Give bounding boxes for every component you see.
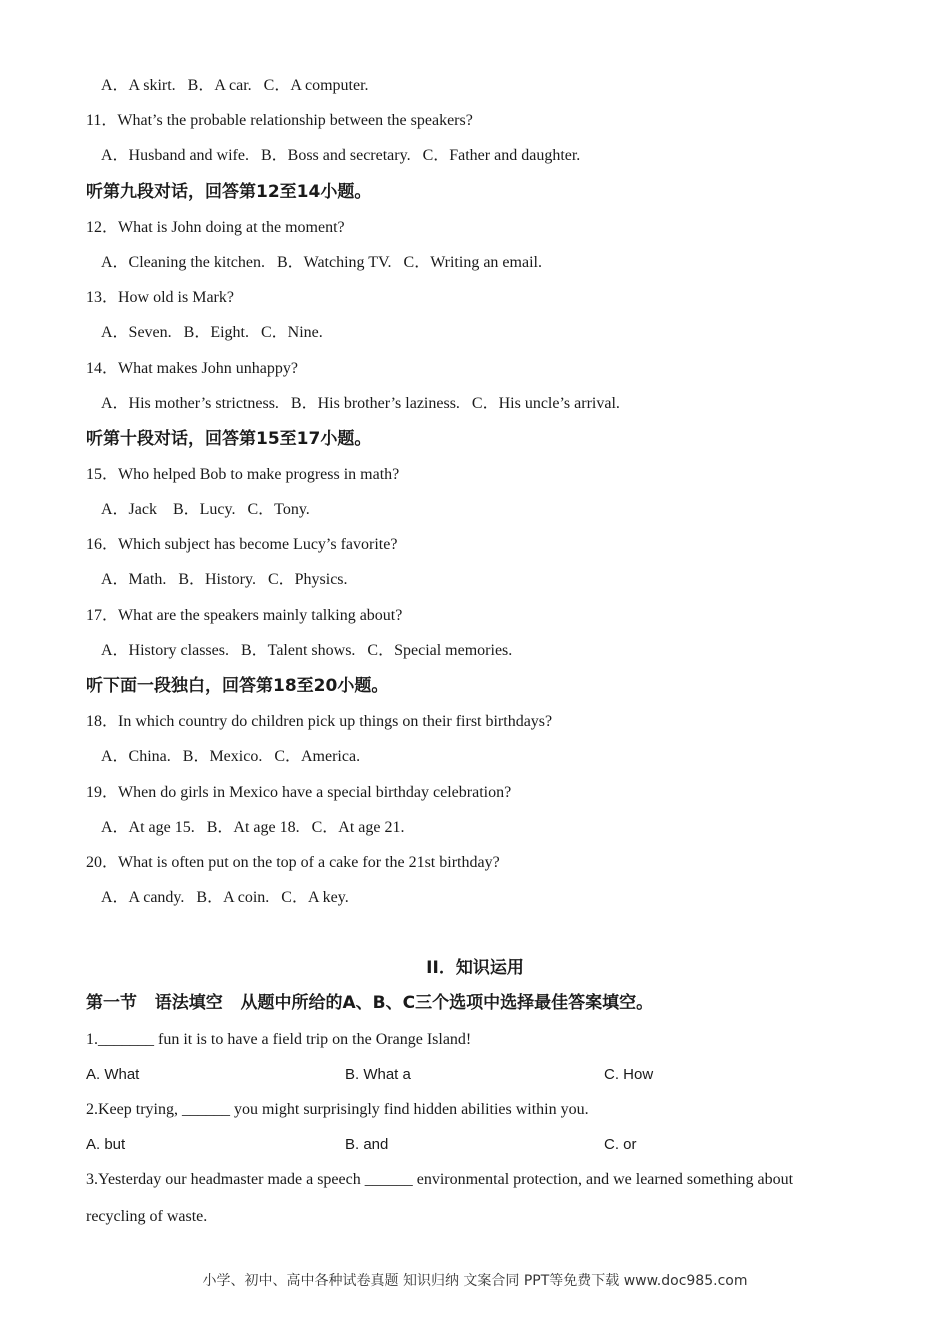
question-text: 17．What are the speakers mainly talking about?	[86, 607, 403, 624]
answer-options: A．Math. B．History. C．Physics.	[101, 571, 348, 588]
answer-options: A．Seven. B．Eight. C．Nine.	[101, 324, 323, 341]
answer-options: A．A skirt. B．A car. C．A computer.	[101, 77, 369, 94]
option-c: C. How	[604, 1066, 654, 1083]
answer-options: A．Cleaning the kitchen. B．Watching TV. C．Writing an email.	[101, 254, 542, 271]
question-text: 18．In which country do children pick up things on their first birthdays?	[86, 713, 553, 730]
answer-options: A．History classes. B．Talent shows. C．Special memories.	[101, 642, 513, 659]
question-text: 15．Who helped Bob to make progress in math?	[86, 466, 400, 483]
section-heading: 听第九段对话，回答第12至14小题。	[86, 182, 372, 202]
option-c: C. or	[604, 1136, 637, 1153]
question-text: recycling of waste.	[86, 1208, 208, 1225]
answer-options: A．China. B．Mexico. C．America.	[101, 748, 361, 765]
option-b: B. and	[345, 1136, 389, 1153]
page-footer: 小学、初中、高中各种试卷真题 知识归纳 文案合同 PPT等免费下载 www.doc985.com	[202, 1273, 748, 1289]
question-text: 13．How old is Mark?	[86, 289, 234, 306]
answer-options: A．A candy. B．A coin. C．A key.	[101, 889, 349, 906]
answer-options: A．Husband and wife. B．Boss and secretary. C．Father and daughter.	[101, 147, 581, 164]
question-text: 19．When do girls in Mexico have a special birthday celebration?	[86, 784, 512, 801]
option-a: A. What	[86, 1066, 140, 1083]
section-heading: 第一节 语法填空 从题中所给的A、B、C三个选项中选择最佳答案填空。	[86, 993, 654, 1013]
question-text: 14．What makes John unhappy?	[86, 360, 298, 377]
question-text: 2.Keep trying, ______ you might surprisingly find hidden abilities within you.	[86, 1101, 589, 1118]
question-text: 20．What is often put on the top of a cake for the 21st birthday?	[86, 854, 500, 871]
section-heading: 听第十段对话，回答第15至17小题。	[86, 429, 372, 449]
question-text: 3.Yesterday our headmaster made a speech ______ environmental protection, and we learned something about	[86, 1171, 794, 1188]
answer-options: A．His mother’s strictness. B．His brother’s laziness. C．His uncle’s arrival.	[101, 395, 620, 412]
question-text: 12．What is John doing at the moment?	[86, 219, 345, 236]
answer-options: A．Jack B．Lucy. C．Tony.	[101, 501, 310, 518]
answer-options: A．At age 15. B．At age 18. C．At age 21.	[101, 819, 405, 836]
question-text: 1._______ fun it is to have a field trip on the Orange Island!	[86, 1031, 472, 1048]
option-a: A. but	[86, 1136, 126, 1153]
option-b: B. What a	[345, 1066, 411, 1083]
question-text: 16．Which subject has become Lucy’s favorite?	[86, 536, 398, 553]
question-text: 11．What’s the probable relationship between the speakers?	[86, 112, 473, 129]
section-heading: 听下面一段独白，回答第18至20小题。	[86, 676, 389, 696]
section-heading: II．知识运用	[426, 958, 524, 978]
